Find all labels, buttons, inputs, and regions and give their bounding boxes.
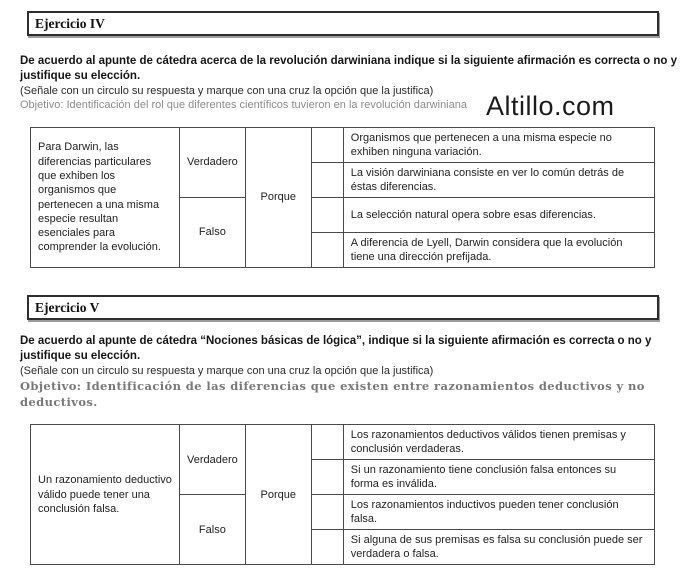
- exercise-iv-statement: Para Darwin, las diferencias particulares que exhiben los organismos que pertenecen a una misma especie resultan esenciales para comprender la evolución.: [31, 128, 180, 268]
- exercise-iv-justify-checkbox-1[interactable]: [311, 128, 343, 163]
- exercise-iv-objective: Objetivo: Identificación del rol que diferentes científicos tuvieron en la revolución darwiniana: [20, 99, 467, 112]
- exercise-iv-justify-checkbox-4[interactable]: [311, 233, 343, 268]
- exercise-v-falso-cell[interactable]: Falso: [180, 495, 246, 565]
- altillo-watermark: Altillo.com: [486, 91, 615, 121]
- exercise-iv-falso-cell[interactable]: Falso: [180, 198, 246, 268]
- exercise-v-title: Ejercicio V: [35, 300, 100, 316]
- exercise-v-justify-checkbox-3[interactable]: [311, 495, 343, 530]
- exercise-iv-option-2: La visión darwiniana consiste en ver lo común detrás de éstas diferencias.: [343, 163, 654, 198]
- exercise-v-justify-checkbox-4[interactable]: [311, 530, 343, 565]
- exercise-iv-instruction: De acuerdo al apunte de cátedra acerca de la revolución darwiniana indique si la siguiente afirmación es correcta o no y justifique su elección.: [20, 55, 677, 82]
- exercise-v-justify-checkbox-1[interactable]: [311, 425, 343, 460]
- exercise-iv-table: [30, 127, 655, 268]
- exercise-v-justify-checkbox-2[interactable]: [311, 460, 343, 495]
- exercise-v-instruction: De acuerdo al apunte de cátedra “Nociones básicas de lógica”, indique si la siguiente afirmación es correcta o no y justifique su elección.: [20, 335, 652, 362]
- exercise-iv-note: (Señale con un circulo su respuesta y marque con una cruz la opción que la justifica): [20, 84, 434, 97]
- exercise-v-option-2: Si un razonamiento tiene conclusión falsa entonces su forma es inválida.: [343, 460, 654, 495]
- exercise-iv-porque-cell: Porque: [245, 128, 311, 268]
- exercise-v-option-1: Los razonamientos deductivos válidos tienen premisas y conclusión verdaderas.: [343, 425, 654, 460]
- exercise-iv-option-4: A diferencia de Lyell, Darwin considera que la evolución tiene una dirección prefijada.: [343, 233, 654, 268]
- exercise-v-note: (Señale con un circulo su respuesta y marque con una cruz la opción que la justifica): [20, 364, 434, 377]
- exercise-v-option-4: Si alguna de sus premisas es falsa su conclusión puede ser verdadera o falsa.: [343, 530, 654, 565]
- exercise-iv-verdadero-cell[interactable]: Verdadero: [180, 128, 246, 198]
- exercise-v-option-3: Los razonamientos inductivos pueden tener conclusión falsa.: [343, 495, 654, 530]
- exercise-iv-title-box: [27, 11, 659, 36]
- exercise-v-objective: Objetivo: Identificación de las diferencias que existen entre razonamientos deductivos y no deductivos.: [20, 379, 645, 410]
- exercise-v-intro: [20, 334, 688, 410]
- exercise-v-statement: Un razonamiento deductivo válido puede tener una conclusión falsa.: [31, 425, 180, 565]
- table-row: [31, 425, 655, 460]
- exercise-iv-option-1: Organismos que pertenecen a una misma especie no exhiben ninguna variación.: [343, 128, 654, 163]
- exercise-v-title-box: [27, 295, 659, 320]
- table-row: [31, 128, 655, 163]
- exercise-iv-justify-checkbox-2[interactable]: [311, 163, 343, 198]
- exercise-iv-option-3: La selección natural opera sobre esas diferencias.: [343, 198, 654, 233]
- exercise-v-verdadero-cell[interactable]: Verdadero: [180, 425, 246, 495]
- exercise-v-table: [30, 424, 655, 565]
- exercise-iv-title: Ejercicio IV: [35, 16, 105, 31]
- exercise-v-porque-cell: Porque: [245, 425, 311, 565]
- exercise-iv-justify-checkbox-3[interactable]: [311, 198, 343, 233]
